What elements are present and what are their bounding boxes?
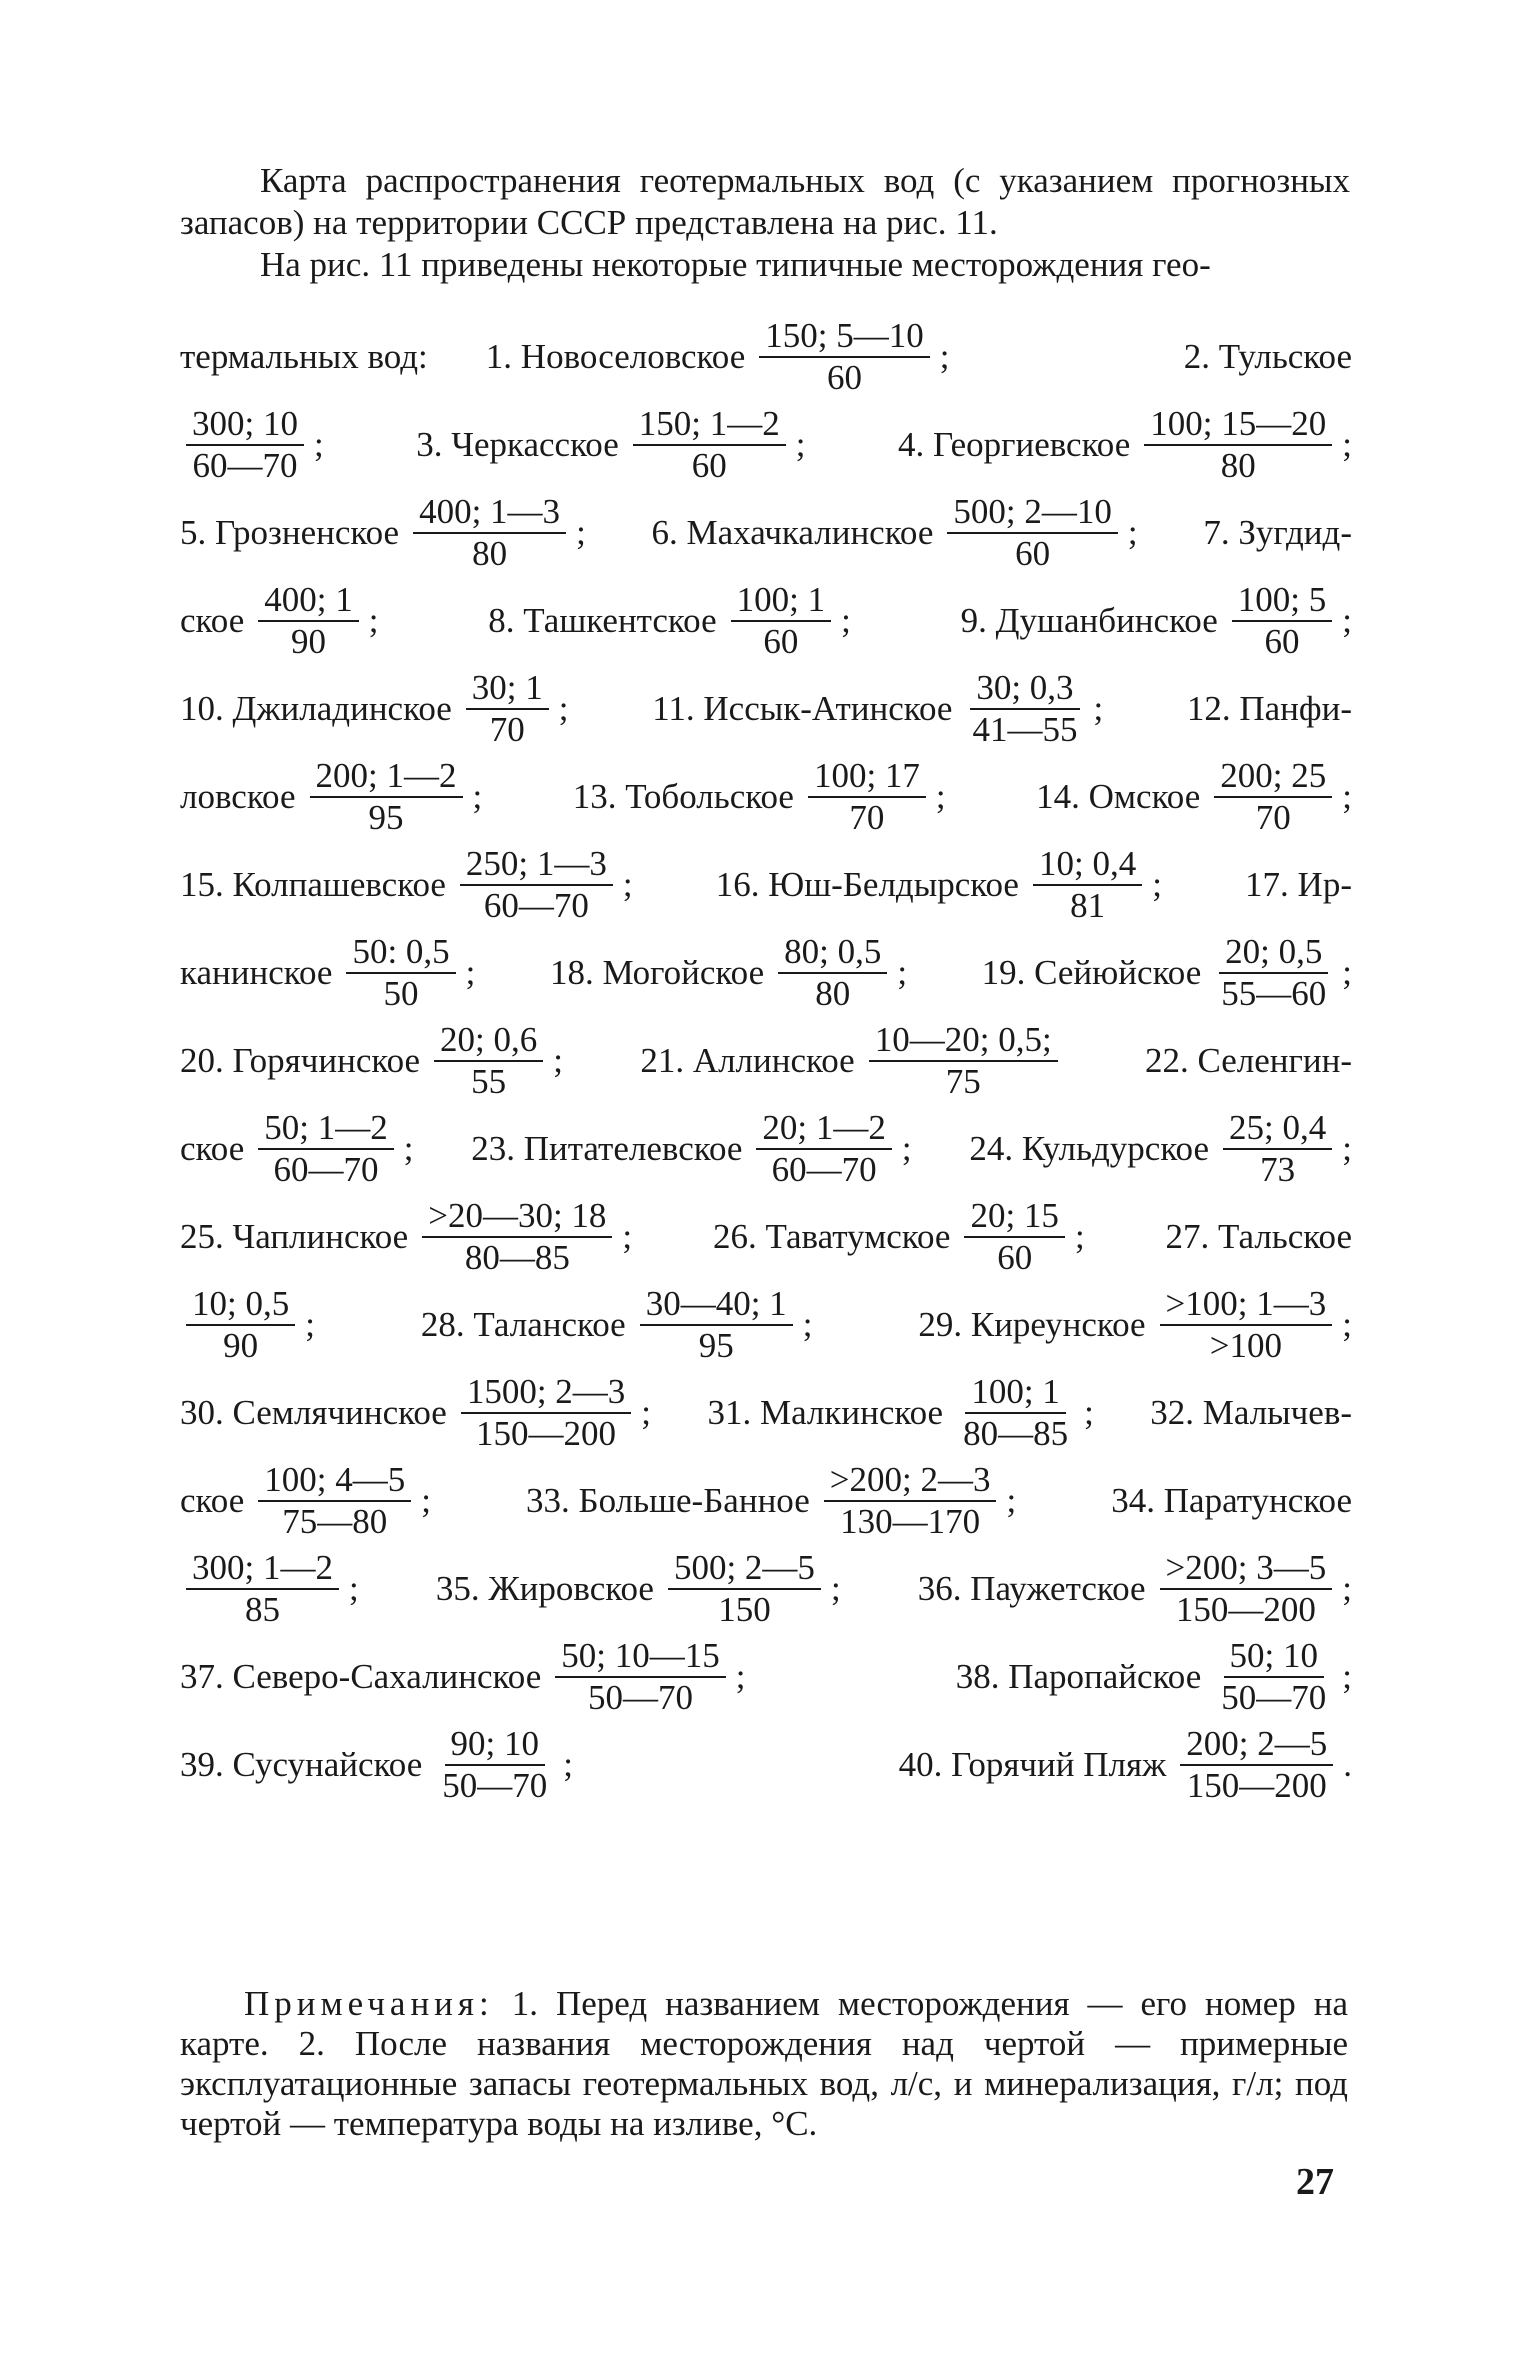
deposit-fraction bbox=[957, 1374, 1074, 1452]
fraction-denominator: 60 bbox=[691, 446, 727, 485]
deposit-name: 17. Ир- bbox=[1245, 865, 1352, 904]
deposit-fraction bbox=[759, 318, 929, 396]
fraction-numerator: 100; 15—20 bbox=[1144, 406, 1332, 446]
fraction-denominator: 75—80 bbox=[282, 1502, 388, 1541]
fraction-denominator: 95 bbox=[368, 798, 404, 837]
entry-separator: ; bbox=[735, 1657, 746, 1696]
deposit-name: 34. Паратунское bbox=[1111, 1481, 1352, 1520]
deposit-fraction bbox=[869, 1022, 1058, 1100]
fraction-numerator: 150; 1—2 bbox=[633, 406, 786, 446]
deposit-row bbox=[180, 1369, 1352, 1457]
deposit-fraction bbox=[964, 1198, 1064, 1276]
deposit-entry bbox=[918, 1550, 1352, 1628]
deposit-name: 21. Аллинское bbox=[640, 1041, 855, 1080]
deposit-entry bbox=[1145, 1041, 1352, 1081]
fraction-numerator: 100; 5 bbox=[1232, 582, 1332, 622]
deposit-name: 12. Панфи- bbox=[1186, 689, 1352, 728]
entry-separator: ; bbox=[802, 1305, 813, 1344]
fraction-numerator: 20; 0,6 bbox=[434, 1022, 543, 1062]
entry-separator: ; bbox=[1342, 1569, 1352, 1608]
fraction-numerator: 200; 25 bbox=[1214, 758, 1332, 798]
fraction-numerator: 300; 1—2 bbox=[186, 1550, 339, 1590]
deposit-name: 26. Таватумское bbox=[712, 1217, 951, 1256]
fraction-denominator: 70 bbox=[849, 798, 885, 837]
deposit-entry bbox=[180, 1110, 413, 1188]
entry-separator: ; bbox=[641, 1393, 652, 1432]
deposit-row bbox=[180, 1017, 1352, 1105]
deposit-entry bbox=[982, 934, 1352, 1012]
fraction-denominator: >100 bbox=[1209, 1326, 1283, 1365]
deposit-fraction bbox=[633, 406, 786, 484]
deposit-name: ловское bbox=[180, 777, 296, 816]
deposit-name: 37. Северо-Сахалинское bbox=[180, 1657, 542, 1696]
entry-separator: ; bbox=[1342, 601, 1352, 640]
deposit-name: 30. Семлячинское bbox=[180, 1393, 447, 1432]
entry-separator: ; bbox=[1342, 425, 1352, 464]
deposit-entry bbox=[180, 846, 633, 924]
deposit-fraction bbox=[668, 1550, 821, 1628]
deposit-entry bbox=[1184, 337, 1352, 377]
fraction-numerator: 200; 1—2 bbox=[310, 758, 463, 798]
fraction-denominator: 95 bbox=[698, 1326, 734, 1365]
deposit-name: 18. Могойское bbox=[549, 953, 765, 992]
entry-separator: ; bbox=[553, 1041, 564, 1080]
fraction-numerator: 30; 0,3 bbox=[970, 670, 1079, 710]
fraction-numerator: 100; 4—5 bbox=[258, 1462, 411, 1502]
deposit-fraction bbox=[413, 494, 566, 572]
notes-paragraph bbox=[180, 1984, 1348, 2144]
deposit-name: 20. Горячинское bbox=[180, 1041, 421, 1080]
fraction-numerator: 10—20; 0,5; bbox=[869, 1022, 1058, 1062]
entry-separator: ; bbox=[313, 425, 324, 464]
fraction-numerator: 10; 0,4 bbox=[1033, 846, 1142, 886]
deposit-name: 40. Горячий Пляж bbox=[898, 1745, 1167, 1784]
lead-text: термальных вод: bbox=[180, 337, 428, 376]
fraction-denominator: 41—55 bbox=[972, 710, 1078, 749]
deposit-entry bbox=[956, 1638, 1352, 1716]
deposit-entry bbox=[180, 494, 586, 572]
entry-separator: ; bbox=[1342, 953, 1352, 992]
fraction-numerator: 100; 17 bbox=[808, 758, 926, 798]
fraction-numerator: 20; 0,5 bbox=[1219, 934, 1328, 974]
deposit-entry bbox=[1036, 758, 1352, 836]
entry-separator: ; bbox=[1342, 1305, 1352, 1344]
fraction-numerator: >200; 2—3 bbox=[824, 1462, 997, 1502]
deposit-name: 35. Жировское bbox=[435, 1569, 654, 1608]
deposit-name: ское bbox=[180, 1129, 245, 1168]
deposit-entry bbox=[180, 406, 324, 484]
entry-separator: ; bbox=[368, 601, 379, 640]
deposit-name: ское bbox=[180, 1481, 245, 1520]
deposit-name: 38. Паропайское bbox=[955, 1657, 1202, 1696]
fraction-numerator: 10; 0,5 bbox=[186, 1286, 295, 1326]
deposit-entry bbox=[180, 1462, 431, 1540]
deposit-entry bbox=[180, 1550, 359, 1628]
fraction-numerator: 300; 10 bbox=[186, 406, 304, 446]
deposit-fraction bbox=[778, 934, 887, 1012]
fraction-denominator: 80 bbox=[1220, 446, 1256, 485]
deposit-fraction bbox=[824, 1462, 997, 1540]
deposit-entry bbox=[180, 1374, 651, 1452]
deposit-entry bbox=[526, 1462, 1016, 1540]
entry-separator: ; bbox=[1006, 1481, 1017, 1520]
deposit-fraction bbox=[640, 1286, 793, 1364]
fraction-numerator: 100; 1 bbox=[965, 1374, 1065, 1414]
entry-separator: ; bbox=[421, 1481, 431, 1520]
fraction-denominator: 60 bbox=[763, 622, 799, 661]
fraction-denominator: 60—70 bbox=[273, 1150, 379, 1189]
deposit-fraction bbox=[346, 934, 455, 1012]
deposit-name: 24. Кульдурское bbox=[969, 1129, 1210, 1168]
fraction-denominator: 150—200 bbox=[476, 1414, 617, 1453]
deposit-row bbox=[180, 753, 1352, 841]
deposit-name: канинское bbox=[180, 953, 333, 992]
deposit-fraction bbox=[434, 1022, 543, 1100]
deposit-name: 9. Душанбинское bbox=[960, 601, 1218, 640]
deposit-fraction bbox=[258, 1462, 411, 1540]
deposit-fraction bbox=[186, 1550, 339, 1628]
deposit-row bbox=[180, 401, 1352, 489]
notes-label: Примечания: bbox=[244, 1984, 494, 2023]
deposit-name: 27. Тальское bbox=[1165, 1217, 1352, 1256]
entry-separator: ; bbox=[622, 1217, 633, 1256]
fraction-numerator: >200; 3—5 bbox=[1160, 1550, 1333, 1590]
deposit-row bbox=[180, 489, 1352, 577]
deposit-name: 28. Таланское bbox=[420, 1305, 626, 1344]
deposit-fraction bbox=[1180, 1726, 1333, 1804]
fraction-numerator: 500; 2—5 bbox=[668, 1550, 821, 1590]
entry-separator: ; bbox=[622, 865, 633, 904]
deposit-row bbox=[180, 1633, 1352, 1721]
fraction-numerator: 50; 10—15 bbox=[555, 1638, 725, 1678]
deposit-entry bbox=[180, 758, 482, 836]
fraction-numerator: 500; 2—10 bbox=[947, 494, 1117, 534]
deposit-entry bbox=[550, 934, 907, 1012]
deposit-name: 36. Паужетское bbox=[917, 1569, 1146, 1608]
deposit-name: 22. Селенгин- bbox=[1144, 1041, 1352, 1080]
entry-separator: ; bbox=[830, 1569, 841, 1608]
deposit-entry bbox=[1150, 1393, 1352, 1433]
deposit-row bbox=[180, 841, 1352, 929]
entry-separator: ; bbox=[897, 953, 908, 992]
deposit-name: 25. Чаплинское bbox=[180, 1217, 409, 1256]
deposit-entry bbox=[640, 1022, 1067, 1100]
deposit-entry bbox=[488, 582, 851, 660]
fraction-numerator: 400; 1 bbox=[258, 582, 358, 622]
entry-separator: ; bbox=[558, 689, 569, 728]
fraction-denominator: 80 bbox=[472, 534, 508, 573]
deposit-name: 5. Грозненское bbox=[180, 513, 400, 552]
deposit-fraction bbox=[1215, 934, 1332, 1012]
deposit-entry bbox=[1245, 865, 1352, 905]
deposit-fraction bbox=[731, 582, 831, 660]
fraction-denominator: 73 bbox=[1260, 1150, 1296, 1189]
deposit-name: 14. Омское bbox=[1036, 777, 1201, 816]
fraction-denominator: 150 bbox=[718, 1590, 771, 1629]
deposit-entry bbox=[180, 1022, 563, 1100]
fraction-numerator: 80; 0,5 bbox=[778, 934, 887, 974]
deposit-fraction bbox=[461, 1374, 631, 1452]
deposit-entry bbox=[180, 1638, 745, 1716]
deposit-entry bbox=[652, 670, 1103, 748]
fraction-numerator: 30; 1 bbox=[466, 670, 549, 710]
deposit-entry bbox=[899, 1726, 1352, 1804]
entry-separator: ; bbox=[841, 601, 851, 640]
deposit-name: ское bbox=[180, 601, 245, 640]
deposit-fraction bbox=[1144, 406, 1332, 484]
deposit-fraction bbox=[555, 1638, 725, 1716]
fraction-denominator: 50—70 bbox=[1221, 1678, 1327, 1717]
fraction-denominator: 130—170 bbox=[840, 1502, 981, 1541]
fraction-numerator: 400; 1—3 bbox=[413, 494, 566, 534]
deposit-fraction bbox=[808, 758, 926, 836]
deposit-row bbox=[180, 1545, 1352, 1633]
deposit-entry bbox=[707, 1374, 1093, 1452]
deposit-fraction bbox=[258, 582, 358, 660]
fraction-denominator: 60 bbox=[826, 358, 862, 397]
deposit-entry bbox=[1187, 689, 1352, 729]
fraction-numerator: 50: 0,5 bbox=[346, 934, 455, 974]
deposit-fraction bbox=[1160, 1286, 1333, 1364]
deposit-name: 1. Новоселовское bbox=[485, 337, 746, 376]
deposit-fraction bbox=[1214, 758, 1332, 836]
page-number: 27 bbox=[1296, 2161, 1334, 2203]
deposit-row bbox=[180, 313, 1352, 401]
entry-separator: ; bbox=[1342, 1657, 1352, 1696]
fraction-denominator: 50—70 bbox=[442, 1766, 548, 1805]
deposit-name: 31. Малкинское bbox=[707, 1393, 944, 1432]
entry-separator: ; bbox=[1152, 865, 1162, 904]
deposit-row bbox=[180, 929, 1352, 1017]
deposit-name: 19. Сейюйское bbox=[981, 953, 1202, 992]
deposit-name: 13. Тобольское bbox=[572, 777, 794, 816]
fraction-denominator: 70 bbox=[489, 710, 525, 749]
deposit-entry bbox=[180, 1198, 632, 1276]
fraction-denominator: 60—70 bbox=[771, 1150, 877, 1189]
deposit-entry bbox=[471, 1110, 911, 1188]
deposit-fraction bbox=[310, 758, 463, 836]
deposit-fraction bbox=[756, 1110, 891, 1188]
fraction-denominator: 60 bbox=[1264, 622, 1300, 661]
fraction-numerator: 50; 1—2 bbox=[258, 1110, 393, 1150]
deposit-entry bbox=[918, 1286, 1352, 1364]
entry-separator: . bbox=[1343, 1745, 1352, 1784]
fraction-denominator: 60 bbox=[997, 1238, 1033, 1277]
fraction-denominator: 50 bbox=[383, 974, 419, 1013]
deposit-name: 7. Зугдид- bbox=[1203, 513, 1352, 552]
deposit-entry bbox=[436, 1550, 841, 1628]
fraction-numerator: 250; 1—3 bbox=[460, 846, 613, 886]
fraction-numerator: 200; 2—5 bbox=[1180, 1726, 1333, 1766]
entry-separator: ; bbox=[563, 1745, 573, 1784]
fraction-denominator: 55 bbox=[471, 1062, 507, 1101]
deposit-row bbox=[180, 1105, 1352, 1193]
fraction-denominator: 75 bbox=[945, 1062, 981, 1101]
entry-separator: ; bbox=[1127, 513, 1138, 552]
deposit-entry bbox=[180, 1726, 573, 1804]
fraction-numerator: 1500; 2—3 bbox=[461, 1374, 631, 1414]
entry-separator: ; bbox=[1074, 1217, 1085, 1256]
entry-separator: ; bbox=[1084, 1393, 1094, 1432]
fraction-numerator: 20; 1—2 bbox=[756, 1110, 891, 1150]
deposit-fraction bbox=[1232, 582, 1332, 660]
deposit-fraction bbox=[1215, 1638, 1332, 1716]
fraction-denominator: 80 bbox=[815, 974, 851, 1013]
deposit-entry bbox=[180, 670, 569, 748]
fraction-denominator: 80—85 bbox=[963, 1414, 1069, 1453]
fraction-numerator: 50; 10 bbox=[1224, 1638, 1324, 1678]
deposit-name: 11. Иссык-Атинское bbox=[652, 689, 953, 728]
deposit-fraction bbox=[947, 494, 1117, 572]
deposit-entry bbox=[898, 406, 1352, 484]
deposit-row bbox=[180, 1281, 1352, 1369]
deposit-entry bbox=[969, 1110, 1352, 1188]
entry-separator: ; bbox=[576, 513, 586, 552]
deposit-fraction bbox=[422, 1198, 612, 1276]
fraction-numerator: 20; 15 bbox=[964, 1198, 1064, 1238]
deposit-row bbox=[180, 1457, 1352, 1545]
fraction-denominator: 81 bbox=[1070, 886, 1106, 925]
entry-separator: ; bbox=[348, 1569, 359, 1608]
deposit-fraction bbox=[466, 670, 549, 748]
fraction-numerator: 30—40; 1 bbox=[640, 1286, 793, 1326]
deposit-row bbox=[180, 665, 1352, 753]
entry-separator: ; bbox=[472, 777, 483, 816]
deposit-entry bbox=[961, 582, 1352, 660]
deposit-row bbox=[180, 577, 1352, 665]
fraction-numerator: >20—30; 18 bbox=[422, 1198, 612, 1238]
deposit-entry bbox=[1165, 1217, 1352, 1257]
fraction-denominator: 70 bbox=[1255, 798, 1291, 837]
entry-separator: ; bbox=[403, 1129, 414, 1168]
fraction-denominator: 90 bbox=[290, 622, 326, 661]
fraction-denominator: 55—60 bbox=[1221, 974, 1327, 1013]
notes-text: 1. Перед названием месторождения — его номер на карте. 2. После названия месторождения над чертой — примерные эксплуатационные запасы геотермальных вод, л/с, и минерализация, г/л; под чертой — температура воды на изливе, °С. bbox=[180, 1984, 1348, 2143]
entry-separator: ; bbox=[935, 777, 946, 816]
fraction-denominator: 60 bbox=[1015, 534, 1051, 573]
entry-separator: ; bbox=[901, 1129, 912, 1168]
deposit-entry bbox=[421, 1286, 813, 1364]
fraction-denominator: 90 bbox=[223, 1326, 259, 1365]
fraction-numerator: 150; 5—10 bbox=[759, 318, 929, 358]
deposit-name: 2. Тульское bbox=[1183, 337, 1352, 376]
deposit-name: 4. Георгиевское bbox=[898, 425, 1131, 464]
deposit-name: 3. Черкасское bbox=[416, 425, 619, 464]
intro-line-2: На рис. 11 приведены некоторые типичные месторождения гео- bbox=[260, 245, 1211, 284]
deposit-fraction bbox=[1160, 1550, 1333, 1628]
deposit-entry bbox=[180, 934, 475, 1012]
deposit-name: 10. Джиладинское bbox=[180, 689, 452, 728]
deposit-fraction bbox=[966, 670, 1083, 748]
deposit-entry bbox=[716, 846, 1162, 924]
deposit-entry bbox=[180, 318, 949, 396]
fraction-denominator: 60—70 bbox=[483, 886, 589, 925]
deposit-row bbox=[180, 1721, 1352, 1809]
deposit-fraction bbox=[186, 406, 304, 484]
deposit-name: 6. Махачкалинское bbox=[651, 513, 934, 552]
deposit-fraction bbox=[436, 1726, 553, 1804]
deposit-entry bbox=[1203, 513, 1352, 553]
fraction-numerator: >100; 1—3 bbox=[1160, 1286, 1333, 1326]
fraction-numerator: 25; 0,4 bbox=[1223, 1110, 1332, 1150]
entry-separator: ; bbox=[939, 337, 950, 376]
fraction-numerator: 100; 1 bbox=[731, 582, 831, 622]
deposit-list bbox=[180, 313, 1352, 1809]
entry-separator: ; bbox=[305, 1305, 315, 1344]
fraction-denominator: 85 bbox=[244, 1590, 280, 1629]
deposit-entry bbox=[1111, 1481, 1352, 1521]
deposit-entry bbox=[652, 494, 1138, 572]
entry-separator: ; bbox=[1093, 689, 1104, 728]
deposit-entry bbox=[416, 406, 805, 484]
fraction-denominator: 150—200 bbox=[1175, 1590, 1316, 1629]
deposit-fraction bbox=[258, 1110, 393, 1188]
entry-separator: ; bbox=[1342, 777, 1352, 816]
deposit-row bbox=[180, 1193, 1352, 1281]
deposit-fraction bbox=[186, 1286, 295, 1364]
deposit-fraction bbox=[1033, 846, 1142, 924]
entry-separator: ; bbox=[465, 953, 476, 992]
deposit-name: 39. Сусунайское bbox=[180, 1745, 423, 1784]
deposit-name: 33. Больше-Банное bbox=[526, 1481, 810, 1520]
deposit-name: 32. Малычев- bbox=[1150, 1393, 1352, 1432]
intro-paragraph bbox=[180, 160, 1350, 286]
fraction-denominator: 80—85 bbox=[464, 1238, 570, 1277]
intro-line-1: Карта распространения геотермальных вод (с указанием прогнозных запасов) на территории СССР представлена на рис. 11. bbox=[180, 161, 1350, 242]
deposit-entry bbox=[180, 1286, 315, 1364]
fraction-numerator: 90; 10 bbox=[445, 1726, 545, 1766]
deposit-entry bbox=[713, 1198, 1085, 1276]
deposit-name: 23. Питателевское bbox=[471, 1129, 743, 1168]
entry-separator: ; bbox=[795, 425, 806, 464]
deposit-name: 8. Ташкентское bbox=[488, 601, 717, 640]
deposit-name: 15. Колпашевское bbox=[180, 865, 446, 904]
entry-separator: ; bbox=[1342, 1129, 1352, 1168]
deposit-fraction bbox=[1223, 1110, 1332, 1188]
deposit-fraction bbox=[460, 846, 613, 924]
deposit-entry bbox=[573, 758, 946, 836]
deposit-entry bbox=[180, 582, 378, 660]
deposit-name: 29. Киреунское bbox=[918, 1305, 1146, 1344]
fraction-denominator: 60—70 bbox=[192, 446, 298, 485]
fraction-denominator: 150—200 bbox=[1186, 1766, 1327, 1805]
fraction-denominator: 50—70 bbox=[587, 1678, 693, 1717]
deposit-name: 16. Юш-Белдырское bbox=[715, 865, 1019, 904]
